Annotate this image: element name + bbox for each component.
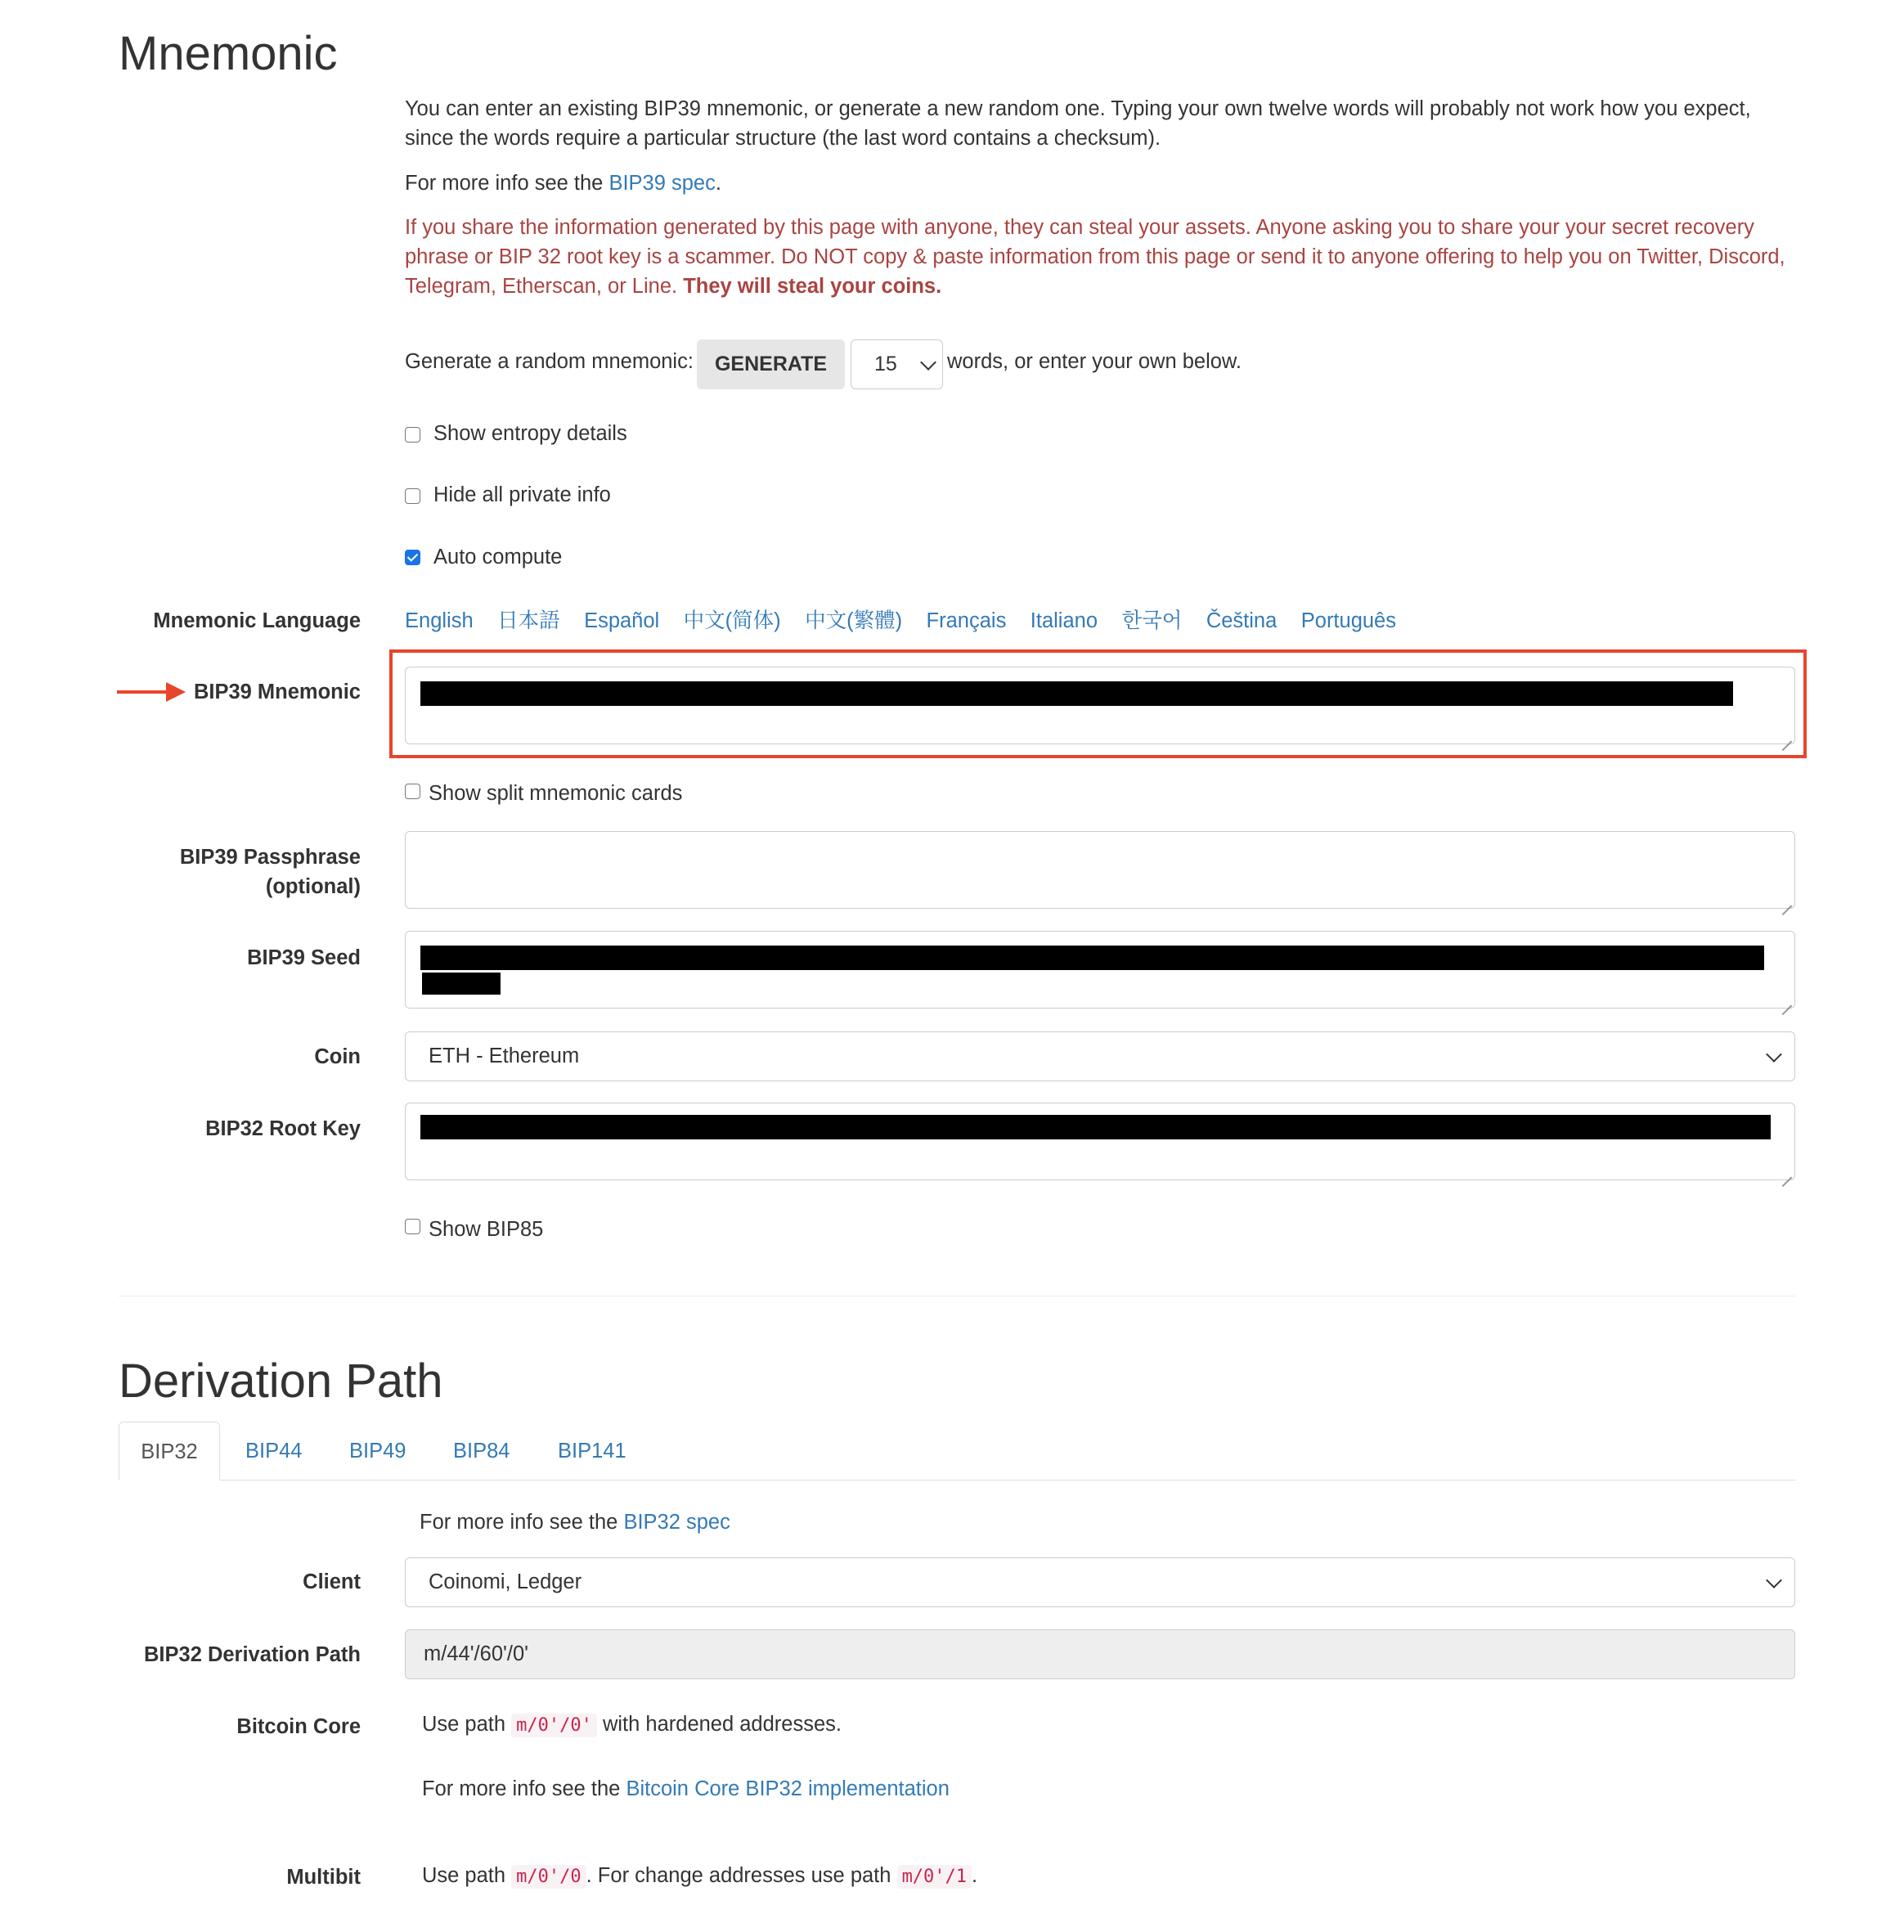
bitcoin-core-text: Use path m/0'/0' with hardened addresses. [422, 1713, 842, 1736]
passphrase-textarea[interactable] [405, 831, 1795, 909]
language-spanish[interactable]: Español [584, 609, 660, 632]
show-split-checkbox[interactable] [405, 784, 420, 799]
redacted-mnemonic [420, 681, 1733, 706]
show-entropy-label[interactable]: Show entropy details [433, 422, 627, 445]
language-czech[interactable]: Čeština [1206, 609, 1278, 632]
show-bip85-checkbox[interactable] [405, 1219, 420, 1234]
security-warning: If you share the information generated by this page with anyone, they can steal your assets. Anyone asking you to share your your secret recovery phrase or BIP 32 root key is a scammer. Do NOT copy & paste information from this page or send it to anyone offering to help you on Twitter, Discord, Telegram, Etherscan, or Line. They will steal your coins. [405, 216, 1785, 298]
auto-compute-label[interactable]: Auto compute [433, 546, 563, 568]
resize-grip-icon[interactable] [1781, 1166, 1792, 1177]
tab-bip84[interactable]: BIP84 [453, 1440, 510, 1462]
derivation-heading: Derivation Path [119, 1355, 443, 1408]
language-french[interactable]: Français [926, 609, 1007, 632]
chevron-down-icon [1766, 1046, 1782, 1063]
multibit-text: Use path m/0'/0 . For change addresses use path m/0'/1 . [422, 1864, 978, 1887]
client-select[interactable]: Coinomi, Ledger [405, 1557, 1795, 1607]
resize-grip-icon[interactable] [1781, 730, 1792, 741]
chevron-down-icon [1766, 1572, 1782, 1588]
mnemonic-heading: Mnemonic [119, 27, 338, 80]
redacted-seed-line2 [422, 973, 501, 995]
derivation-path-input[interactable]: m/44'/60'/0' [405, 1629, 1795, 1679]
show-bip85-label[interactable]: Show BIP85 [429, 1218, 544, 1241]
bitcoin-core-info: For more info see the Bitcoin Core BIP32 implementation [422, 1777, 950, 1800]
language-english[interactable]: English [405, 609, 474, 632]
show-entropy-checkbox[interactable] [405, 427, 420, 443]
passphrase-label: BIP39 Passphrase (optional) [179, 846, 361, 898]
language-chinese-simplified[interactable]: 中文(简体) [683, 609, 781, 632]
coin-select[interactable]: ETH - Ethereum [405, 1031, 1795, 1081]
generate-suffix: words, or enter your own below. [947, 350, 1242, 373]
language-list [405, 604, 1417, 634]
language-portuguese[interactable]: Português [1300, 609, 1396, 632]
tab-bip141[interactable]: BIP141 [558, 1440, 626, 1462]
language-chinese-traditional[interactable]: 中文(繁體) [805, 609, 903, 632]
generate-prefix: Generate a random mnemonic: [405, 350, 694, 373]
tab-bip49[interactable]: BIP49 [349, 1440, 406, 1462]
bip32-more-info: For more info see the BIP32 spec [420, 1511, 730, 1534]
mnemonic-language-label: Mnemonic Language [153, 609, 361, 632]
tab-bip32[interactable]: BIP32 [119, 1422, 220, 1480]
security-warning-bold: They will steal your coins. [683, 275, 942, 298]
multibit-change-path-code: m/0'/1 [897, 1865, 972, 1889]
redacted-seed-line1 [420, 946, 1764, 970]
bitcoin-core-bip32-link[interactable]: Bitcoin Core BIP32 implementation [626, 1777, 950, 1800]
multibit-path-code: m/0'/0 [511, 1865, 586, 1889]
bip39-mnemonic-label: BIP39 Mnemonic [193, 681, 361, 703]
show-split-label[interactable]: Show split mnemonic cards [429, 782, 683, 805]
seed-label: BIP39 Seed [247, 946, 361, 969]
bitcoin-core-label: Bitcoin Core [236, 1715, 361, 1738]
coin-label: Coin [314, 1045, 361, 1068]
hide-private-label[interactable]: Hide all private info [433, 483, 611, 506]
bitcoin-core-path-code: m/0'/0' [511, 1714, 597, 1737]
language-japanese[interactable]: 日本語 [497, 609, 560, 632]
client-label: Client [303, 1570, 361, 1593]
language-italian[interactable]: Italiano [1030, 609, 1098, 632]
mnemonic-intro: You can enter an existing BIP39 mnemonic, or generate a new random one. Typing your own twelve words will probably not work how you expect, since the words require a particular structure (the last word contains a checksum). [405, 97, 1751, 150]
auto-compute-checkbox[interactable] [405, 550, 420, 565]
word-count-select[interactable]: 15 [851, 339, 943, 389]
resize-grip-icon[interactable] [1781, 994, 1792, 1005]
annotation-arrow-icon [166, 682, 186, 702]
resize-grip-icon[interactable] [1781, 894, 1792, 905]
language-korean[interactable]: 한국어 [1121, 609, 1183, 632]
multibit-label: Multibit [286, 1866, 361, 1889]
seed-textarea[interactable] [405, 931, 1795, 1009]
tab-bip44[interactable]: BIP44 [245, 1440, 303, 1462]
chevron-down-icon [920, 354, 936, 371]
bip39-more-info: For more info see the BIP39 spec. [405, 172, 721, 195]
derivation-path-label: BIP32 Derivation Path [144, 1643, 361, 1666]
bip39-spec-link[interactable]: BIP39 spec [608, 172, 716, 195]
root-key-textarea[interactable] [405, 1103, 1795, 1180]
annotation-arrow-shaft [117, 690, 170, 694]
bip39-mnemonic-textarea[interactable] [405, 667, 1795, 744]
root-key-label: BIP32 Root Key [205, 1117, 361, 1140]
generate-button[interactable]: GENERATE [697, 339, 845, 389]
bip32-spec-link[interactable]: BIP32 spec [623, 1511, 730, 1534]
redacted-root-key [420, 1115, 1771, 1139]
hide-private-checkbox[interactable] [405, 488, 420, 504]
